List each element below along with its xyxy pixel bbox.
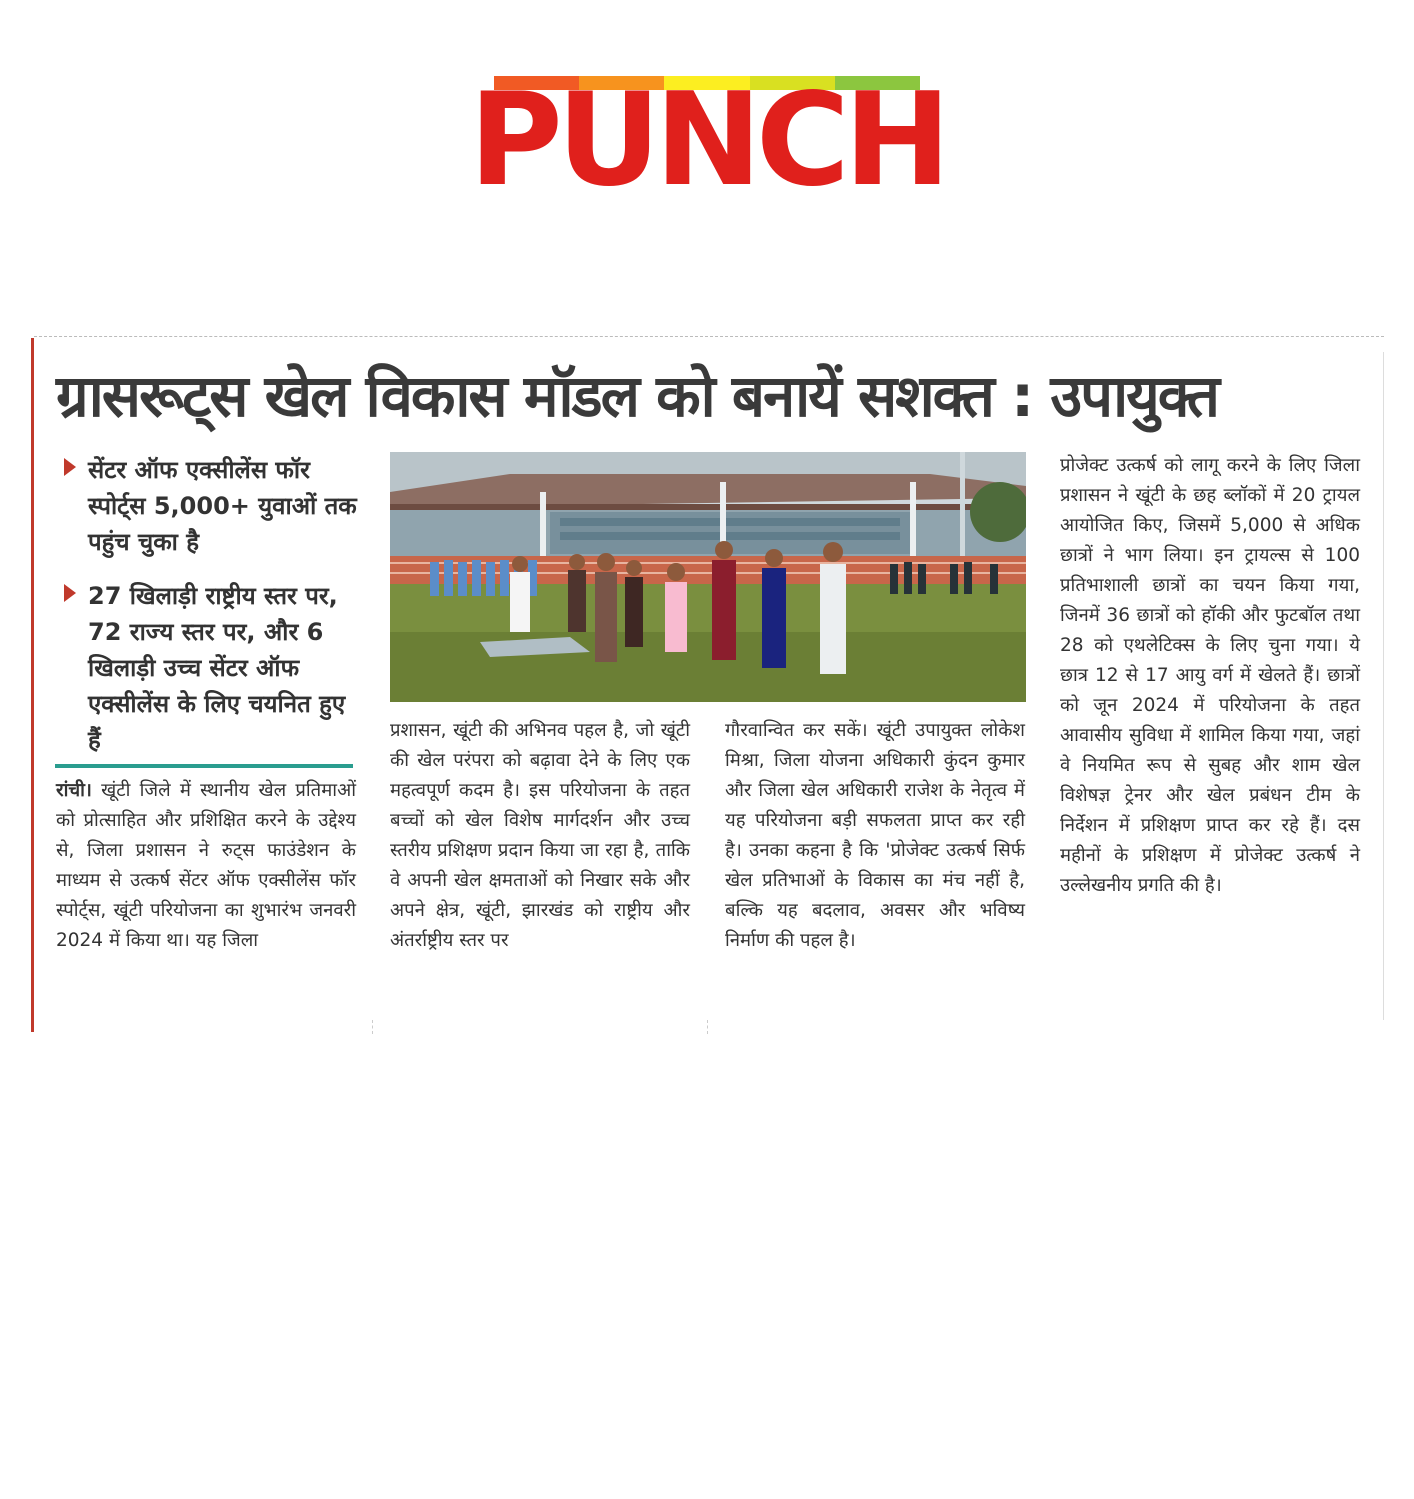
- article-body-text: खूंटी जिले में स्थानीय खेल प्रतिमाओं को प्रोत्साहित और प्रशिक्षित करने के उद्देश्य से, जिला प्रशासन ने रुट्स फाउंडेशन के माध्यम से उत्कर्ष सेंटर ऑफ एक्सीलेंस फॉर स्पोर्ट्स, खूंटी परियोजना का शुभारंभ जनवरी 2024 में किया था। यह जिला: [56, 780, 356, 951]
- highlights-divider: [55, 764, 353, 768]
- highlight-text: 27 खिलाड़ी राष्ट्रीय स्तर पर, 72 राज्य स्तर पर, और 6 खिलाड़ी उच्च सेंटर ऑफ एक्सीलेंस के लिए चयनित हुए हैं: [88, 582, 346, 754]
- article-body-column-4: प्रोजेक्ट उत्कर्ष को लागू करने के लिए जिला प्रशासन ने खूंटी के छह ब्लॉकों में 20 ट्रायल आयोजित किए, जिसमें 5,000 से अधिक छात्रों ने भाग लिया। इन ट्रायल्स से 100 प्रतिभाशाली छात्रों का चयन किया गया, जिनमें 36 छात्रों को हॉकी और फुटबॉल तथा 28 को एथलेटिक्स के लिए चुना गया। ये छात्र 12 से 17 आयु वर्ग में खेलते हैं। छात्रों को जून 2024 में परियोजना के तहत आवासीय सुविधा में शामिल किया गया, जहां वे नियमित रूप से सुबह और शाम खेल विशेषज्ञ ट्रेनर और खेल प्रबंधन टीम के निर्देशन में प्रशिक्षण प्राप्त कर रहे हैं। दस महीनों के प्रशिक्षण में प्रोजेक्ट उत्कर्ष ने उल्लेखनीय प्रगति की है।: [1060, 455, 1360, 896]
- article-dateline: रांची।: [56, 780, 92, 801]
- masthead-logo: [469, 66, 945, 215]
- column-separator: [372, 1020, 373, 1034]
- stadium-photo-illustration: [390, 452, 1026, 702]
- clipping-right-border: [1383, 352, 1384, 1020]
- clipping-left-accent-bar: [31, 338, 34, 1032]
- logo-wordmark: PUNCH: [469, 66, 945, 215]
- triangle-bullet-icon: [64, 584, 76, 602]
- highlight-point: [64, 452, 357, 564]
- article-photo: [390, 452, 1026, 702]
- column-separator: [707, 1020, 708, 1034]
- clipping-top-border: [34, 336, 1384, 337]
- highlight-point: [64, 578, 354, 754]
- article-headline: ग्रासरूट्स खेल विकास मॉडल को बनायें सशक्त : उपायुक्त: [56, 362, 1218, 430]
- highlight-text: सेंटर ऑफ एक्सीलेंस फॉर स्पोर्ट्स 5,000+ युवाओं तक पहुंच चुका है: [88, 456, 357, 556]
- article-body-column-3: गौरवान्वित कर सकें। खूंटी उपायुक्त लोकेश मिश्रा, जिला योजना अधिकारी कुंदन कुमार और जिला खेल अधिकारी राजेश के नेतृत्व में यह परियोजना बड़ी सफलता प्राप्त कर रही है। उनका कहना है कि 'प्रोजेक्ट उत्कर्ष सिर्फ खेल प्रतिभाओं के विकास का मंच नहीं है, बल्कि यह बदलाव, अवसर और भविष्य निर्माण की पहल है।: [725, 720, 1025, 951]
- article-body-column-1: [56, 776, 356, 956]
- triangle-bullet-icon: [64, 458, 76, 476]
- article-body-column-2: प्रशासन, खूंटी की अभिनव पहल है, जो खूंटी की खेल परंपरा को बढ़ावा देने के लिए एक महत्वपूर्ण कदम है। इस परियोजना के तहत बच्चों को खेल विशेष मार्गदर्शन और उच्च स्तरीय प्रशिक्षण प्रदान किया जा रहा है, ताकि वे अपनी खेल क्षमताओं को निखार सके और अपने क्षेत्र, खूंटी, झारखंड को राष्ट्रीय और अंतर्राष्ट्रीय स्तर पर: [390, 720, 690, 951]
